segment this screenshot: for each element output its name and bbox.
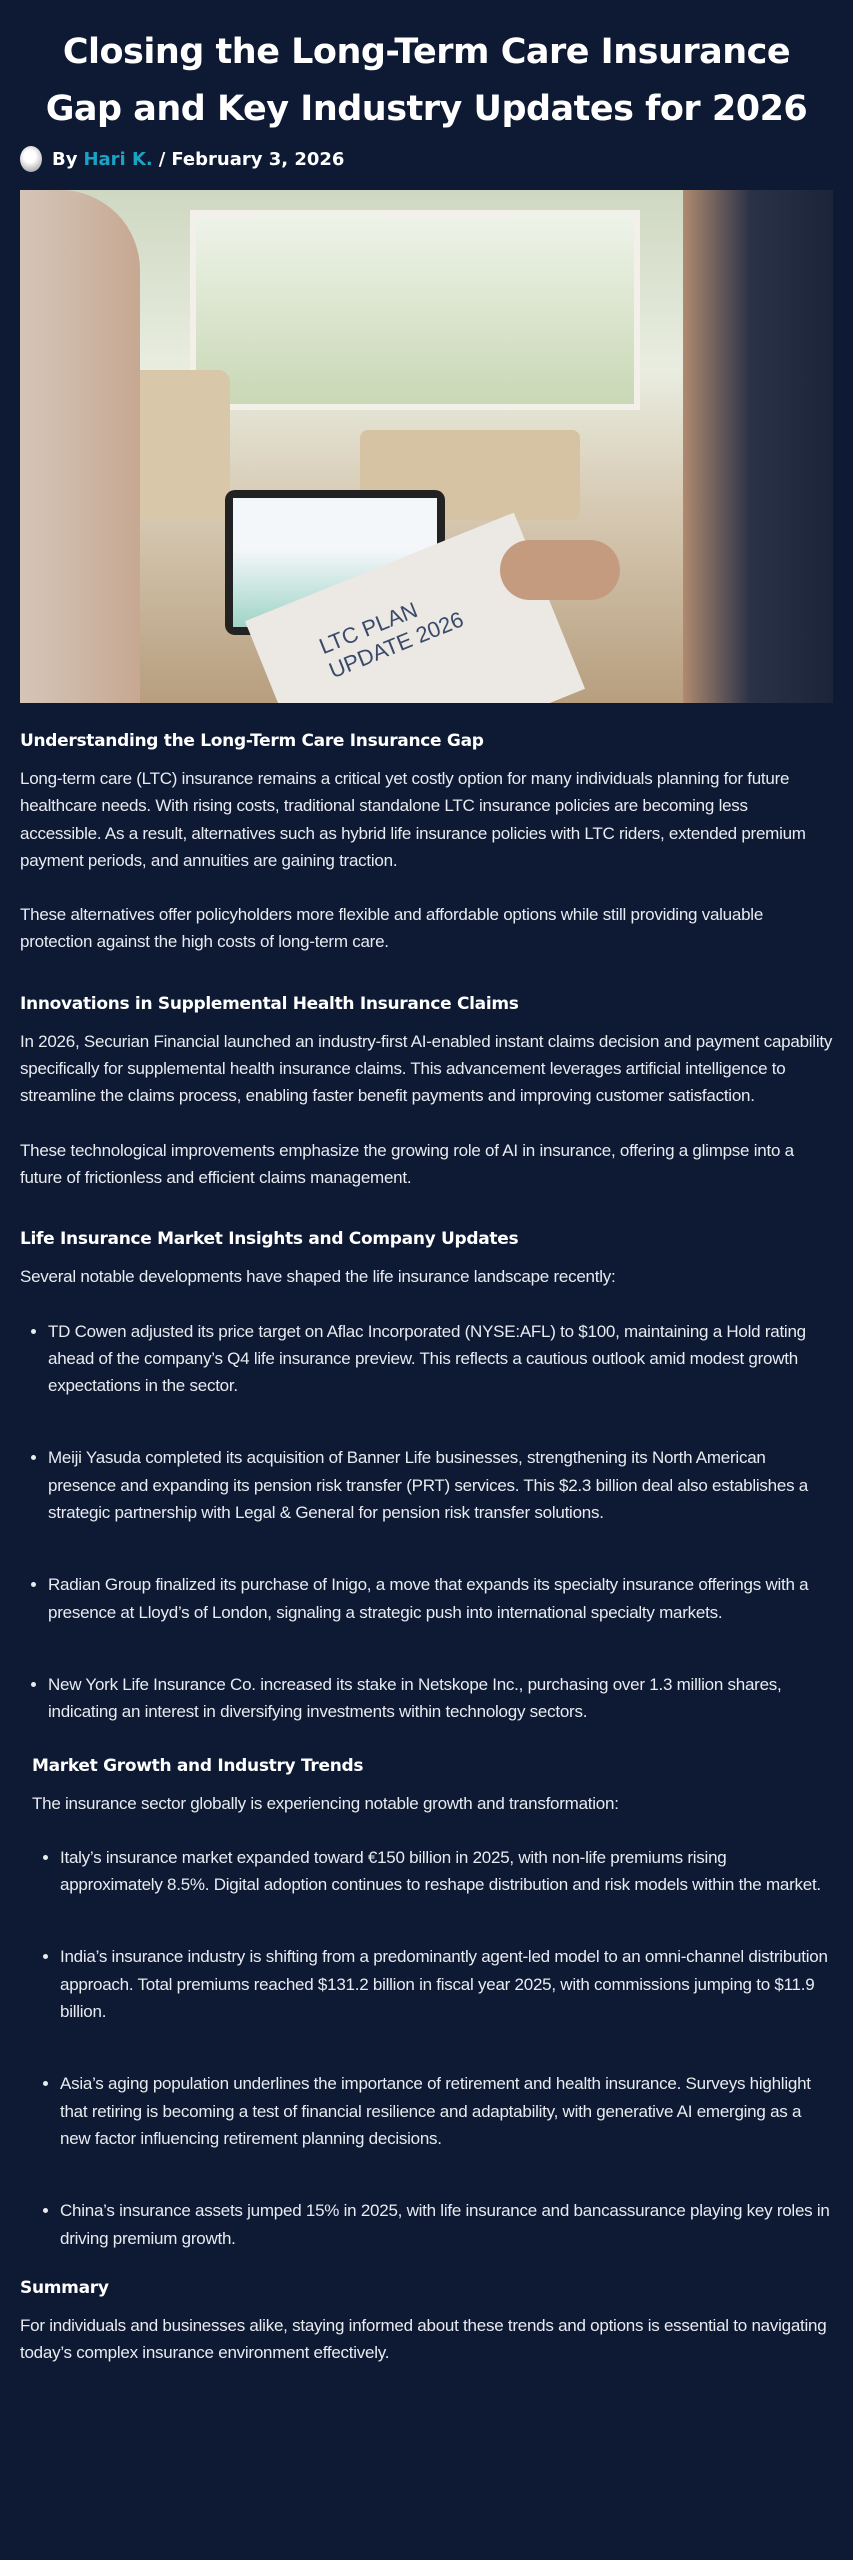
section-claims [20, 994, 833, 1191]
by-label: By [52, 148, 78, 170]
paragraph: These alternatives offer policyholders more flexible and affordable options while still providing valuable protection against the high costs of long-term care. [20, 905, 764, 952]
section-ltc-gap [20, 731, 833, 956]
list-item: • India’s insurance industry is shifting from a predominantly agent-led model to an omni-channel distribution approach. Total premiums reached $131.2 billion in fiscal year 2025, with commissions jumping to $11.9 billion. [60, 1943, 833, 2025]
paragraph: In 2026, Securian Financial launched an industry-first AI-enabled instant claims decision and payment capability specifically for supplemental health insurance claims. This advancement leverages artificial intelligence to streamline the claims process, enabling faster benefit payments and improving customer satisfaction. [20, 1031, 833, 1106]
list-item: • Meiji Yasuda completed its acquisition of Banner Life businesses, strengthening its North American presence and expanding its pension risk transfer (PRT) services. This $2.3 billion deal also establishes a strategic partnership with Legal & General for pension risk transfer solutions. [48, 1444, 833, 1526]
list-item: • Italy’s insurance market expanded toward €150 billion in 2025, with non-life premiums rising approximately 8.5%. Digital adoption continues to reshape distribution and risk models within the market. [60, 1844, 833, 1899]
hand [500, 540, 620, 600]
paragraph: Long-term care (LTC) insurance remains a critical yet costly option for many individuals planning for future healthcare needs. With rising costs, traditional standalone LTC insurance policies are becoming less accessible. As a result, alternatives such as hybrid life insurance policies with LTC riders, extended premium payment periods, and annuities are gaining traction. [20, 769, 806, 870]
separator: / [158, 148, 166, 170]
list-item: • China’s insurance assets jumped 15% in 2025, with life insurance and bancassurance playing key roles in driving premium growth. [60, 2197, 833, 2252]
list-item: • TD Cowen adjusted its price target on Aflac Incorporated (NYSE:AFL) to $100, maintaining a Hold rating ahead of the company’s Q4 life insurance preview. This reflects a cautious outlook amid modest growth expectations in the sector. [48, 1318, 833, 1400]
byline [20, 142, 833, 176]
paragraph: Several notable developments have shaped the life insurance landscape recently: [20, 1267, 616, 1287]
paragraph: The insurance sector globally is experiencing notable growth and transformation: [32, 1793, 619, 1813]
ltc-document: LTC PLAN UPDATE 2026 [245, 513, 585, 703]
list-item: • New York Life Insurance Co. increased its stake in Netskope Inc., purchasing over 1.3 million shares, indicating an interest in diversifying investments within technology sectors. [48, 1671, 833, 1726]
section-heading: Market Growth and Industry Trends [32, 1755, 364, 1776]
author-avatar [20, 146, 42, 172]
woman-figure [20, 190, 140, 703]
section-market-growth [20, 1756, 833, 2252]
bullet-list [20, 1318, 833, 1726]
author-link[interactable]: Hari K. [83, 148, 153, 170]
list-item: • Radian Group finalized its purchase of Inigo, a move that expands its specialty insurance offerings with a presence at Lloyd’s of London, signaling a strategic push into international specialty markets. [48, 1571, 833, 1626]
page-title: Closing the Long-Term Care Insurance Gap and Key Industry Updates for 2026 [45, 32, 808, 129]
section-heading: Summary [20, 2277, 109, 2298]
bullet-list [32, 1844, 833, 2252]
publish-date: February 3, 2026 [171, 148, 345, 170]
section-heading: Life Insurance Market Insights and Company Updates [20, 1229, 519, 1250]
section-heading: Understanding the Long-Term Care Insurance Gap [20, 731, 484, 751]
section-summary [20, 2278, 833, 2367]
paragraph: For individuals and businesses alike, staying informed about these trends and options is essential to navigating today’s complex insurance environment effectively. [20, 2315, 827, 2363]
man-figure [683, 190, 833, 703]
hero-image [20, 190, 833, 703]
window [190, 210, 640, 410]
section-heading: Innovations in Supplemental Health Insurance Claims [20, 993, 519, 1014]
list-item: • Asia’s aging population underlines the importance of retirement and health insurance. Surveys highlight that retiring is becoming a test of financial resilience and adaptability, with generative AI emerging as a new factor influencing retirement planning decisions. [60, 2070, 833, 2152]
paragraph: These technological improvements emphasize the growing role of AI in insurance, offering a glimpse into a future of frictionless and efficient claims management. [20, 1140, 794, 1187]
section-life-insurance [20, 1229, 833, 1725]
